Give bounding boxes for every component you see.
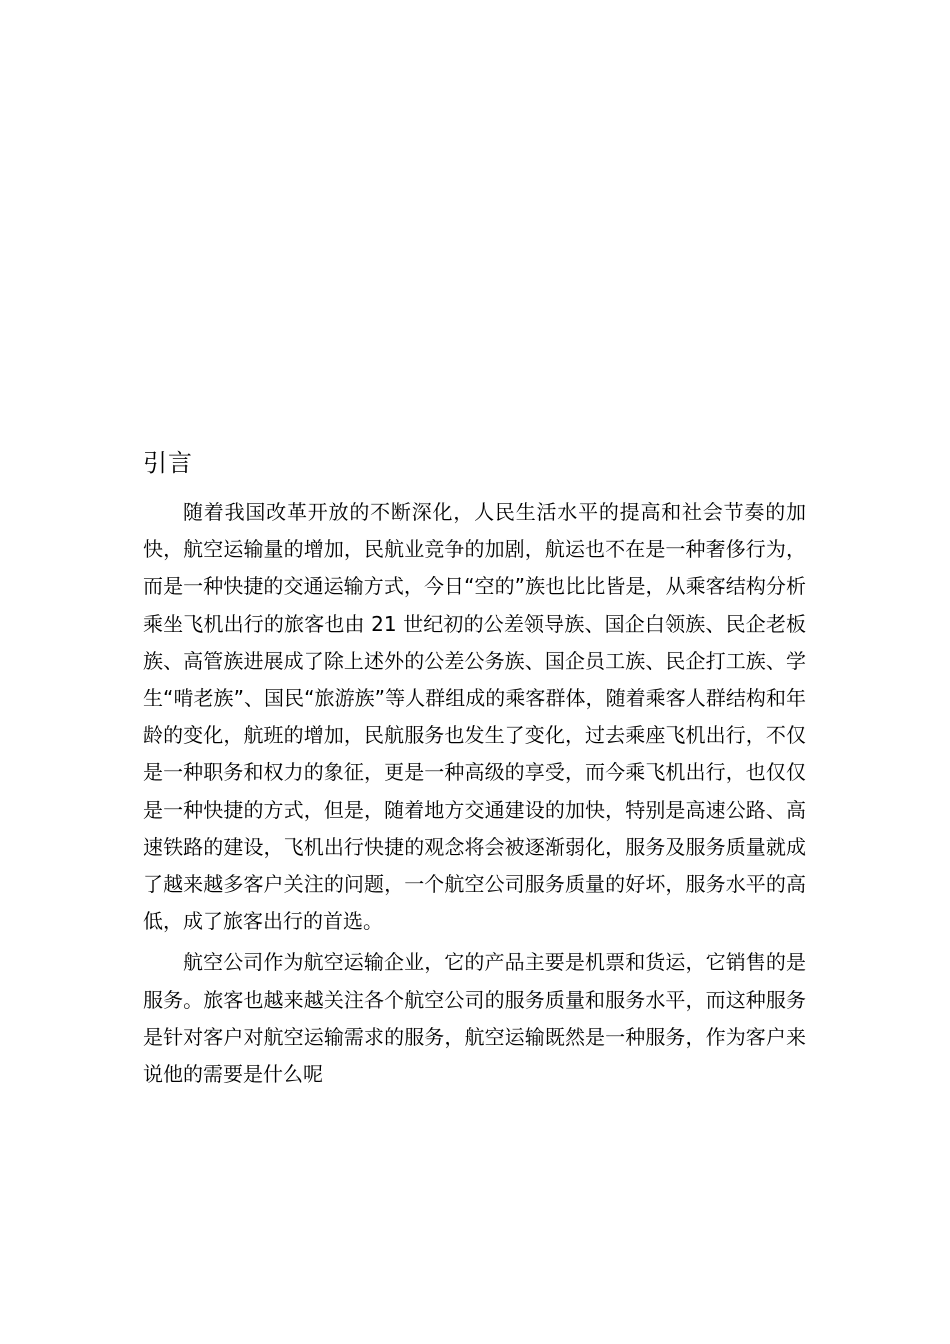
section-heading: 引言 <box>143 449 193 477</box>
body-paragraph: 航空公司作为航空运输企业，它的产品主要是机票和货运，它销售的是服务。旅客也越来越关注各个航空公司的服务质量和服务水平，而这种服务是针对客户对航空运输需求的服务，航空运输既然是一种服务，作为客户来说他的需要是什么呢 <box>143 950 806 1087</box>
body-paragraph: 随着我国改革开放的不断深化，人民生活水平的提高和社会节奏的加快，航空运输量的增加，民航业竞争的加剧，航运也不在是一种奢侈行为，而是一种快捷的交通运输方式，今日“空的”族也比比皆是，从乘客结构分析乘坐飞机出行的旅客也由 21 世纪初的公差领导族、国企白领族、民企老板族、高管族进展成了除上述外的公差公务族、国企员工族、民企打工族、学生“啃老族”、国民“旅游族”等人群组成的乘客群体，随着乘客人群结构和年龄的变化，航班的增加，民航服务也发生了变化，过去乘座飞机出行，不仅是一种职务和权力的象征，更是一种高级的享受，而今乘飞机出行，也仅仅是一种快捷的方式，但是，随着地方交通建设的加快，特别是高速公路、高速铁路的建设，飞机出行快捷的观念将会被逐渐弱化，服务及服务质量就成了越来越多客户关注的问题，一个航空公司服务质量的好坏，服务水平的高低，成了旅客出行的首选。 <box>143 500 806 934</box>
document-body <box>143 446 806 1093</box>
